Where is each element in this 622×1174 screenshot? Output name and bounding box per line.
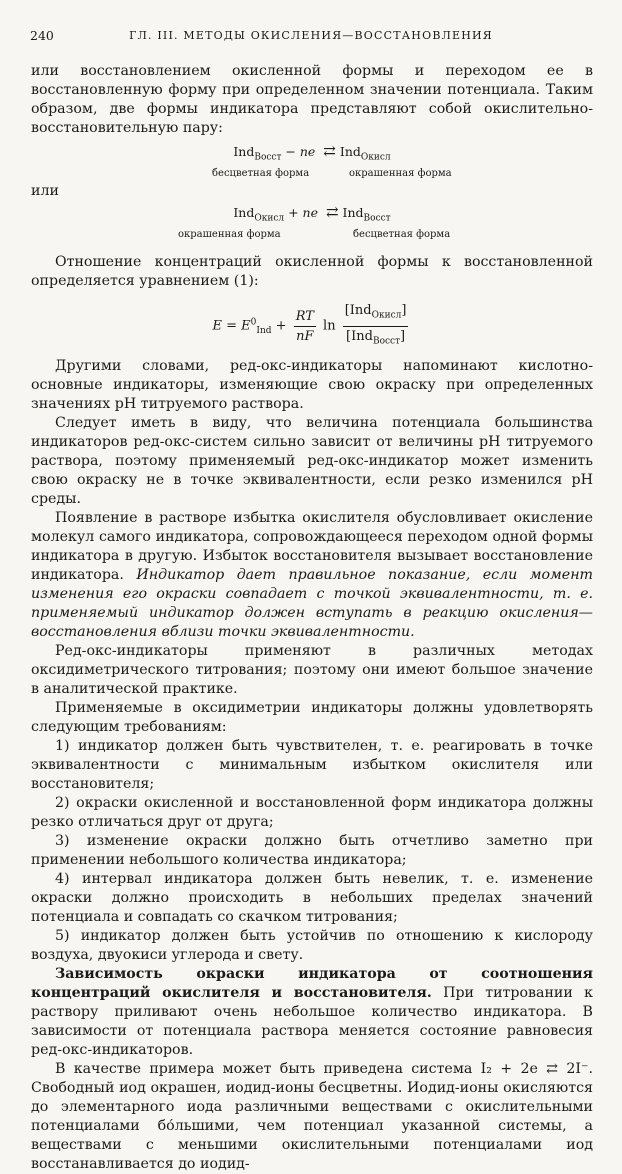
eq-e-sub: Ind [256, 326, 272, 337]
reaction-1-right: Ind [339, 144, 361, 159]
ratio-paragraph: Отношение концентраций окисленной формы к восстановленной определяется уравнением (1): [31, 254, 593, 289]
eq-plus: + [271, 318, 291, 334]
eq-den-sub: Восст [372, 336, 401, 347]
reaction-1-right-sub: Окисл [360, 152, 391, 163]
reaction-2-middle: + ne [284, 205, 322, 220]
paragraph-7-text-b: . Свободный иод окрашен, иодид-ионы бесцветны. Иодид-ионы окисляются до элементарного иода различными веществами с окислительными потенциалами бо́льшими, чем потенциал указанной системы, а веществами с меньшими окислительными потенциалами иод восстанавливается до иодид- [31, 1061, 594, 1172]
paragraph-5: Применяемые в оксидиметрии индикаторы должны удовлетворять следующим требованиям: [31, 700, 593, 735]
iodine-formula: I₂ + 2e ⇄ 2I⁻ [480, 1061, 589, 1077]
page-number: 240 [30, 28, 54, 43]
reaction-2-left-sub: Окисл [254, 213, 285, 224]
paragraph-6 [31, 965, 593, 1060]
reaction-2-left: Ind [233, 205, 255, 220]
or-word: или [31, 183, 59, 199]
running-header [30, 28, 592, 44]
intro-paragraph: или восстановлением окисленной формы и переходом ее в восстановленную форму при определенном значении потенциала. Таким образом, две формы индикатора представляют собой окислительно-восстановительную пару: [31, 63, 593, 136]
paragraph-7-text-a: В качестве примера может быть приведена система [55, 1061, 481, 1077]
eq-nf: nF [296, 328, 314, 344]
requirement-2: 2) окраски окисленной и восстановленной форм индикатора должны резко отличаться друг от друга; [31, 795, 593, 830]
reaction-2-right: Ind [342, 205, 364, 220]
reaction-1-right-label: окрашенная форма [349, 168, 452, 179]
reaction-1-left: Ind [233, 144, 255, 159]
eq-rt-over-nf [294, 307, 316, 346]
reaction-1-left-sub: Восст [254, 152, 282, 163]
reaction-1-left-label: бесцветная форма [212, 168, 310, 179]
eq-lhs: E = E [212, 318, 251, 334]
paragraph-4: Ред-окс-индикаторы применяют в различных методах оксидиметрического титрования; поэтому они имеют большое значение в аналитической практике. [31, 643, 593, 697]
eq-den: [Ind [346, 328, 373, 344]
requirement-4: 4) интервал индикатора должен быть невелик, т. е. изменение окраски должно происходить в небольших пределах значений потенциала и совпадать со скачком титрования; [31, 871, 593, 925]
reaction-1 [31, 142, 593, 182]
paragraph-3-italic: Индикатор дает правильное показание, если момент изменения его окраски совпадает с точкой эквивалентности, т. е. применяемый индикатор должен вступать в реакцию окисления—восстановления вблизи точки эквивалентности. [31, 567, 593, 640]
paragraph-3 [31, 509, 593, 642]
eq-num: [Ind [344, 303, 372, 318]
eq-rt: RT [294, 307, 316, 327]
requirement-5: 5) индикатор должен быть устойчив по отношению к кислороду воздуха, двуокиси углерода и свету. [31, 928, 593, 963]
paragraph-3-text: Появление в растворе избытка окислителя обусловливает окисление молекул самого индикатора, сопровождающееся переходом одной формы индикатора в другую. Избыток восстановителя вызывает восстановление индикатора. [31, 510, 593, 583]
eq-e-sup: 0 [250, 317, 257, 328]
page-body [31, 62, 593, 1174]
reaction-2-left-label: окрашенная форма [178, 229, 281, 240]
paragraph-6-text: При титровании к раствору приливают очень небольшое количество индикатора. В зависимости от потенциала раствора меняется состояние равновесия ред-окс-индикаторов. [31, 985, 593, 1058]
paragraph-7 [31, 1060, 593, 1174]
nernst-equation [31, 291, 593, 347]
equilibrium-arrow: ⇄ [323, 142, 336, 160]
paragraph-2: Следует иметь в виду, что величина потенциала большинства индикаторов ред-окс-систем сильно зависит от величины pH титруемого раствора, поэтому применяемый ред-окс-индикатор может изменить свою окраску не в точке эквивалентности, если резко изменился pH среды. [31, 415, 593, 507]
section-heading: Зависимость окраски индикатора от соотношения концентраций окислителя и восстановителя. [31, 966, 593, 1001]
requirement-1: 1) индикатор должен быть чувствителен, т. е. реагировать в точке эквивалентности с минимальным избытком окислителя или восстановителя; [31, 738, 593, 792]
requirement-3: 3) изменение окраски должно быть отчетливо заметно при применении небольшого количества индикатора; [31, 833, 593, 868]
eq-concentration-ratio [343, 301, 409, 351]
reaction-1-middle: − ne [281, 144, 320, 159]
paragraph-1: Другими словами, ред-окс-индикаторы напоминают кислотно-основные индикаторы, изменяющие свою окраску при определенных значениях pH титруемого раствора. [31, 358, 593, 412]
running-title: ГЛ. III. МЕТОДЫ ОКИСЛЕНИЯ—ВОССТАНОВЛЕНИЯ [129, 29, 493, 42]
eq-num-close: ] [401, 303, 407, 318]
reaction-2 [31, 203, 593, 243]
eq-num-sub: Окисл [371, 310, 402, 321]
reaction-2-right-sub: Восст [363, 213, 391, 224]
eq-den-close: ] [400, 328, 406, 344]
reaction-2-right-label: бесцветная форма [353, 229, 451, 240]
reaction-2-formula [31, 203, 593, 229]
reaction-1-formula [31, 142, 593, 168]
eq-ln: ln [318, 318, 340, 334]
equilibrium-arrow: ⇄ [325, 203, 339, 221]
